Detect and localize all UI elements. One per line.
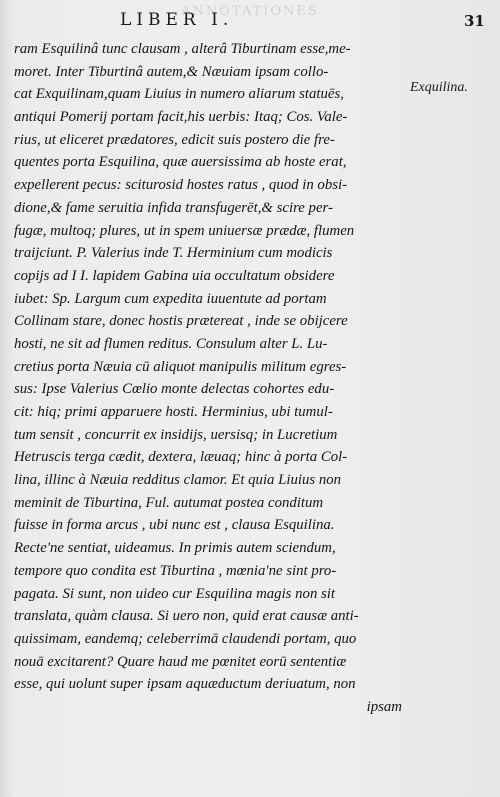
- text-line: nouā excitarent? Quare haud me pœnitet eorū sententiæ: [14, 653, 347, 670]
- text-line: tempore quo condita est Tiburtina , mœnia'ne sint pro-: [14, 562, 337, 579]
- text-line: meminit de Tiburtina, Ful. autumat postea conditum: [14, 494, 324, 511]
- text-line: tum sensit , concurrit ex insidijs, uersisq; in Lucretium: [14, 426, 338, 443]
- text-line: esse, qui uolunt super ipsam aquæductum deriuatum, non: [14, 676, 356, 693]
- text-line: cat Exquilinam,quam Liuius in numero aliarum statuēs,: [14, 86, 344, 103]
- text-line: quissimam, eandemq; celeberrimā claudendi portam, quo: [14, 630, 357, 647]
- margin-note: Exquilina.: [410, 80, 468, 95]
- text-line: hosti, ne sit ad flumen reditus. Consulum alter L. Lu-: [14, 335, 328, 352]
- text-line: pagata. Si sunt, non uideo cur Esquilina magis non sit: [14, 585, 336, 602]
- text-line: cretius porta Næuia cū aliquot manipulis militum egres-: [14, 358, 347, 375]
- text-line: Collinam stare, donec hostis prætereat , inde se obijcere: [14, 313, 348, 330]
- text-line: expellerent pecus: sciturosid hostes ratus , quod in obsi-: [14, 177, 348, 194]
- text-line: antiqui Pomerij portam facit,his uerbis: Itaq; Cos. Vale-: [14, 109, 348, 126]
- text-line: sus: Ipse Valerius Cœlio monte delectas cohortes edu-: [14, 381, 335, 398]
- text-line: ram Esquilinâ tunc clausam , alterâ Tiburtinam esse,me-: [14, 41, 351, 57]
- text-line: lina, illinc à Næuia redditus clamor. Et quia Liuius non: [14, 472, 342, 489]
- body-text: [14, 38, 402, 719]
- bleed-through-text: ANNOTATIONES: [181, 4, 319, 19]
- text-line: traijciunt. P. Valerius inde T. Herminium cum modicis: [14, 245, 333, 262]
- text-line: Hetruscis terga cædit, dextera, læuaq; hinc à porta Col-: [14, 449, 348, 466]
- text-line: ipsam: [366, 698, 402, 715]
- text-line: iubet: Sp. Largum cum expedita iuuentute ad portam: [14, 290, 327, 307]
- text-line: fuisse in forma arcus , ubi nunc est , clausa Esquilina.: [14, 517, 335, 534]
- text-line: cit: hiq; primi apparuere hosti. Herminius, ubi tumul-: [14, 404, 333, 420]
- text-line: translata, quàm clausa. Si uero non, quid erat causæ anti-: [14, 608, 359, 625]
- text-line: dione,& fame seruitia infida transfugerēt,& scire per-: [14, 199, 333, 216]
- text-line: quentes porta Esquilina, quæ auersissima ab hoste erat,: [14, 154, 347, 171]
- text-line: Recte'ne sentiat, uideamus. In primis autem sciendum,: [14, 540, 336, 557]
- page-number: 31: [464, 12, 485, 30]
- running-head: LIBER I.: [120, 10, 234, 30]
- text-line: fugæ, multoq; plures, ut in spem uniuersæ prædæ, flumen: [14, 222, 355, 239]
- text-line: rius, ut eliceret prædatores, edicit suis postero die fre-: [14, 131, 335, 148]
- text-line: copijs ad I I. lapidem Gabina uia occultatum obsidere: [14, 267, 335, 284]
- text-line: moret. Inter Tiburtinâ autem,& Næuiam ipsam collo-: [14, 63, 329, 80]
